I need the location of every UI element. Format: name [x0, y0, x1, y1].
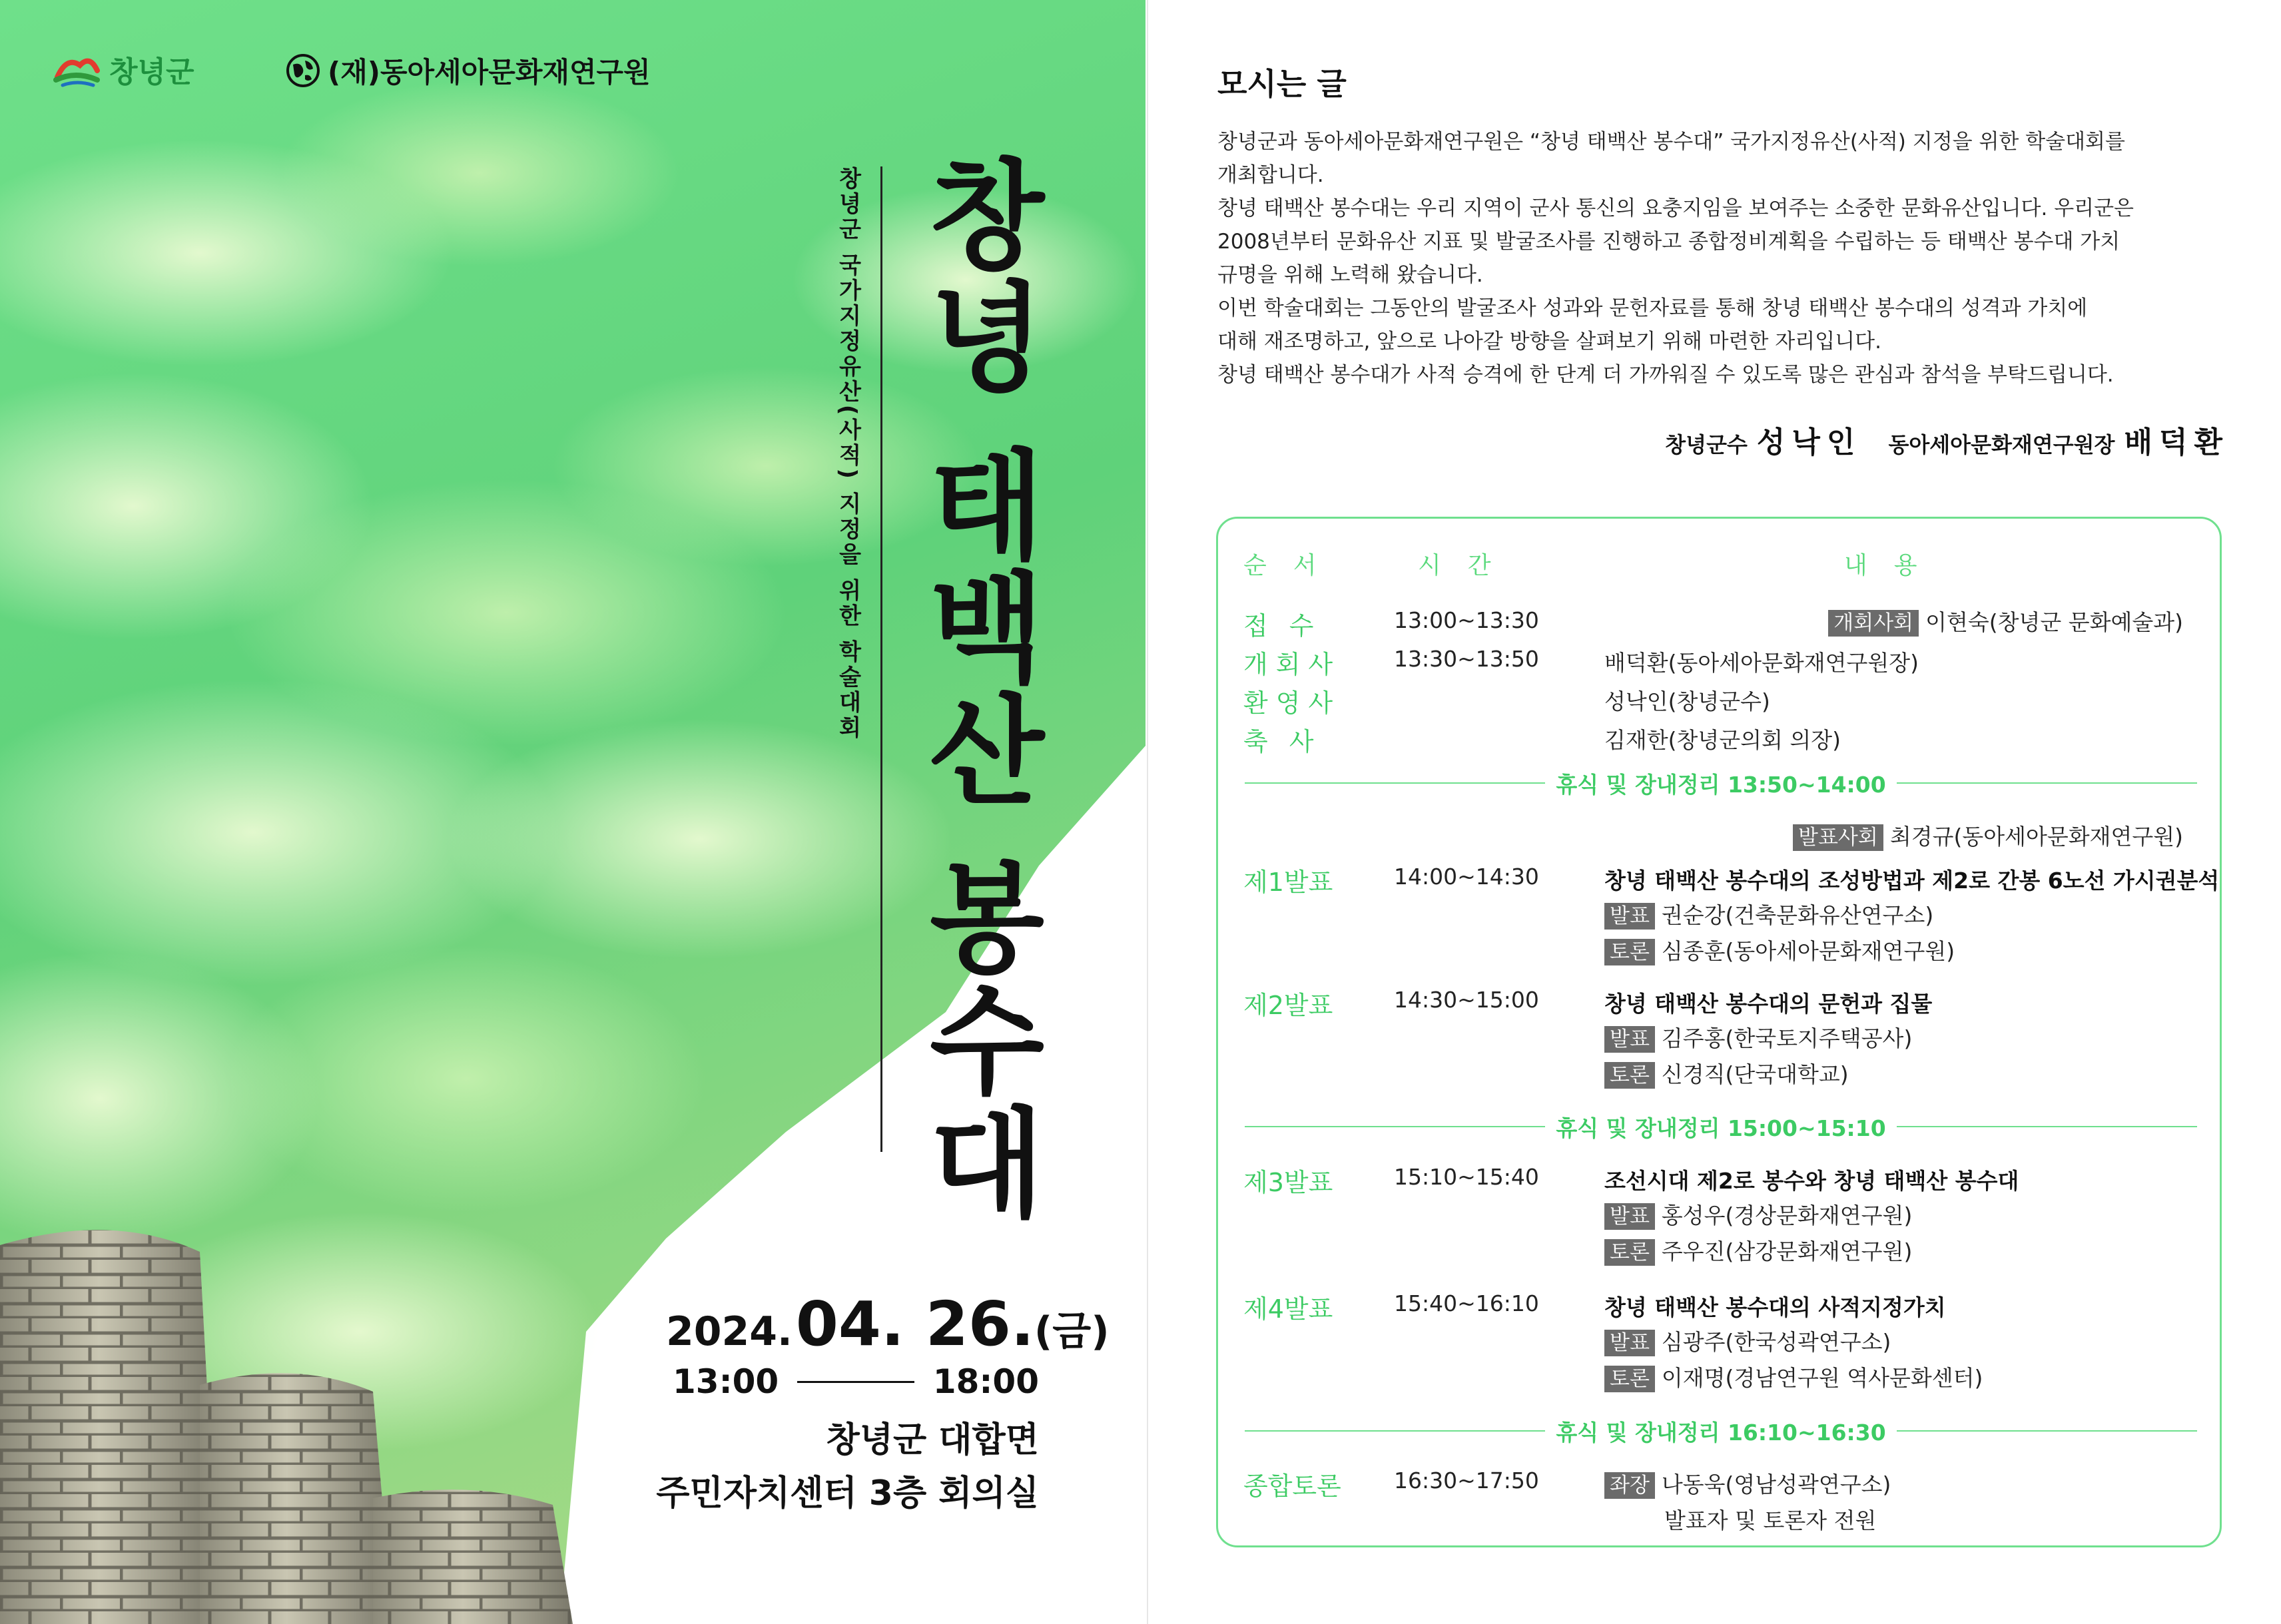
opening-host-name: 이현숙(창녕군 문화예술과) — [1925, 609, 2183, 635]
row-label-presentation-3: 제3발표 — [1243, 1168, 1333, 1197]
presentation-1-discussant — [1604, 934, 1955, 965]
row-time-discussion: 16:30~17:50 — [1394, 1468, 1539, 1493]
presentation-host-name: 최경규(동아세아문화재연구원) — [1889, 824, 2183, 850]
eastasia-logo-text: (재)동아세아문화재연구원 — [328, 56, 651, 89]
time-range-line — [797, 1381, 914, 1383]
changnyeong-logo-text: 창녕군 — [109, 55, 194, 89]
row-label-welcome: 환영사 — [1243, 688, 1341, 718]
signer-2-name: 배덕환 — [2124, 425, 2229, 459]
invitation-line: 창녕군과 동아세아문화재연구원은 “창녕 태백산 봉수대” 국가지정유산(사적) 지정을 위한 학술대회를 — [1217, 130, 2125, 154]
discussant-tag: 토론 — [1604, 1366, 1655, 1392]
discussion-chair — [1604, 1468, 1891, 1499]
invitation-line: 규명을 위해 노력해 왔습니다. — [1217, 263, 1483, 287]
presenter-tag: 발표 — [1604, 903, 1655, 930]
chair-tag: 좌장 — [1604, 1472, 1655, 1499]
presenter-name: 권순강(건축문화유산연구소) — [1661, 902, 1934, 928]
presentation-3-discussant — [1604, 1234, 1912, 1266]
break-line — [1245, 1126, 1545, 1127]
row-time-presentation-4: 15:40~16:10 — [1394, 1290, 1539, 1316]
break-text: 휴식 및 장내정리 15:00~15:10 — [1556, 1115, 1886, 1141]
venue-line-1: 창녕군 대합면 — [826, 1420, 1039, 1460]
opening-host — [1828, 605, 2183, 637]
row-label-presentation-4: 제4발표 — [1243, 1294, 1333, 1324]
header-content: 내용 — [1844, 552, 1944, 579]
poster-title: 창녕 태백산 봉수대 — [908, 153, 1046, 1224]
row-label-opening-address: 개회사 — [1243, 650, 1341, 679]
discussant-tag: 토론 — [1604, 1239, 1655, 1266]
discussant-name: 주우진(삼강문화재연구원) — [1661, 1238, 1913, 1264]
venue-line-2: 주민자치센터 3층 회의실 — [656, 1474, 1039, 1513]
discussant-tag: 토론 — [1604, 939, 1655, 965]
row-label-congrats: 축사 — [1243, 727, 1335, 756]
presentation-1-presenter — [1604, 898, 1933, 930]
break-line — [1897, 1430, 2197, 1432]
presenter-tag: 발표 — [1604, 1203, 1655, 1230]
program-table — [1216, 517, 2222, 1547]
header-time: 시간 — [1418, 552, 1518, 579]
event-date — [666, 1288, 1110, 1360]
break-text: 휴식 및 장내정리 13:50~14:00 — [1556, 771, 1886, 798]
break-text: 휴식 및 장내정리 16:10~16:30 — [1556, 1419, 1886, 1446]
page-fold-line — [1147, 0, 1148, 1624]
invitation-body — [1217, 125, 2230, 392]
discussant-name: 이재명(경남연구원 역사문화센터) — [1661, 1365, 1983, 1391]
row-text-congrats: 김재한(창녕군의회 의장) — [1604, 727, 1841, 753]
break-row-3 — [1245, 1414, 2197, 1448]
invitation-heading: 모시는 글 — [1217, 66, 1347, 102]
break-line — [1245, 1430, 1545, 1432]
discussion-note: 발표자 및 토론자 전원 — [1664, 1507, 1877, 1533]
invitation-line: 창녕 태백산 봉수대가 사적 승격에 한 단계 더 가까워질 수 있도록 많은 관심과 참석을 부탁드립니다. — [1217, 363, 2114, 387]
presenter-name: 심광주(한국성곽연구소) — [1661, 1329, 1891, 1355]
row-time-reception: 13:00~13:30 — [1394, 607, 1539, 633]
presentation-1-title: 창녕 태백산 봉수대의 조성방법과 제2로 간봉 6노선 가시권분석 — [1604, 868, 2220, 894]
row-time-presentation-3: 15:10~15:40 — [1394, 1164, 1539, 1190]
invitation-line: 이번 학술대회는 그동안의 발굴조사 성과와 문헌자료를 통해 창녕 태백산 봉수대의 성격과 가치에 — [1217, 296, 2088, 320]
row-label-presentation-1: 제1발표 — [1243, 868, 1333, 897]
break-line — [1897, 1126, 2197, 1127]
row-text-welcome: 성낙인(창녕군수) — [1604, 688, 1770, 714]
header-order: 순서 — [1243, 552, 1343, 579]
eastasia-logo — [285, 51, 651, 91]
break-line — [1245, 782, 1545, 784]
changnyeong-logo — [53, 48, 194, 91]
break-line — [1897, 782, 2197, 784]
presentation-2-presenter — [1604, 1021, 1912, 1053]
presentation-4-discussant — [1604, 1361, 1983, 1392]
invitation-line: 창녕 태백산 봉수대는 우리 지역이 군사 통신의 요충지임을 보여주는 소중한 문화유산입니다. 우리군은 — [1217, 196, 2134, 220]
presentation-4-title: 창녕 태백산 봉수대의 사적지정가치 — [1604, 1294, 1946, 1320]
event-weekday: (금) — [1034, 1308, 1110, 1355]
discussant-name: 신경직(단국대학교) — [1661, 1061, 1849, 1087]
presentation-3-presenter — [1604, 1199, 1912, 1230]
presentation-4-presenter — [1604, 1325, 1891, 1356]
discussant-tag: 토론 — [1604, 1062, 1655, 1089]
event-time-start: 13:00 — [673, 1362, 779, 1401]
poster-subtitle: 창녕군 국가지정유산(사적) 지정을 위한 학술대회 — [834, 166, 861, 741]
presentation-host — [1793, 820, 2183, 851]
row-time-presentation-2: 14:30~15:00 — [1394, 987, 1539, 1013]
signer-2-role: 동아세아문화재연구원장 — [1888, 432, 2115, 457]
presenter-tag: 발표 — [1604, 1026, 1655, 1053]
break-row-1 — [1245, 766, 2197, 800]
presentation-2-discussant — [1604, 1057, 1849, 1089]
discussant-name: 심종훈(동아세아문화재연구원) — [1661, 938, 1955, 964]
presenter-tag: 발표 — [1604, 1330, 1655, 1356]
opening-host-tag: 개회사회 — [1828, 610, 1919, 637]
invitation-line: 대해 재조명하고, 앞으로 나아갈 방향을 살펴보기 위해 마련한 자리입니다. — [1217, 330, 1881, 354]
presenter-name: 홍성우(경상문화재연구원) — [1661, 1203, 1913, 1228]
invitation-line: 2008년부터 문화유산 지표 및 발굴조사를 진행하고 종합정비계획을 수립하는 등 태백산 봉수대 가치 — [1217, 230, 2120, 254]
row-time-opening-address: 13:30~13:50 — [1394, 646, 1539, 672]
presentation-host-tag: 발표사회 — [1793, 824, 1883, 851]
row-text-opening-address: 배덕환(동아세아문화재연구원장) — [1604, 650, 1919, 676]
event-year: 2024. — [666, 1308, 793, 1355]
signer-1-role: 창녕군수 — [1665, 432, 1748, 457]
changnyeong-county-emblem-icon — [53, 51, 100, 88]
row-time-presentation-1: 14:00~14:30 — [1394, 864, 1539, 890]
chair-name: 나동욱(영남성곽연구소) — [1661, 1472, 1891, 1497]
invitation-line: 개최합니다. — [1217, 163, 1324, 187]
row-label-discussion: 종합토론 — [1243, 1472, 1341, 1501]
break-row-2 — [1245, 1110, 2197, 1143]
presentation-3-title: 조선시대 제2로 봉수와 창녕 태백산 봉수대 — [1604, 1168, 2019, 1194]
event-time-end: 18:00 — [932, 1362, 1039, 1401]
presentation-2-title: 창녕 태백산 봉수대의 문헌과 집물 — [1604, 991, 1933, 1017]
row-label-presentation-2: 제2발표 — [1243, 991, 1333, 1020]
presenter-name: 김주홍(한국토지주택공사) — [1661, 1025, 1913, 1051]
poster-divider — [880, 166, 882, 1152]
invitation-signature — [1665, 418, 2229, 461]
row-label-reception: 접수 — [1243, 611, 1335, 641]
globe-emblem-icon — [285, 53, 321, 89]
signer-1-name: 성낙인 — [1756, 425, 1862, 459]
event-time — [673, 1358, 1039, 1405]
event-month-day: 04. 26. — [795, 1288, 1034, 1360]
